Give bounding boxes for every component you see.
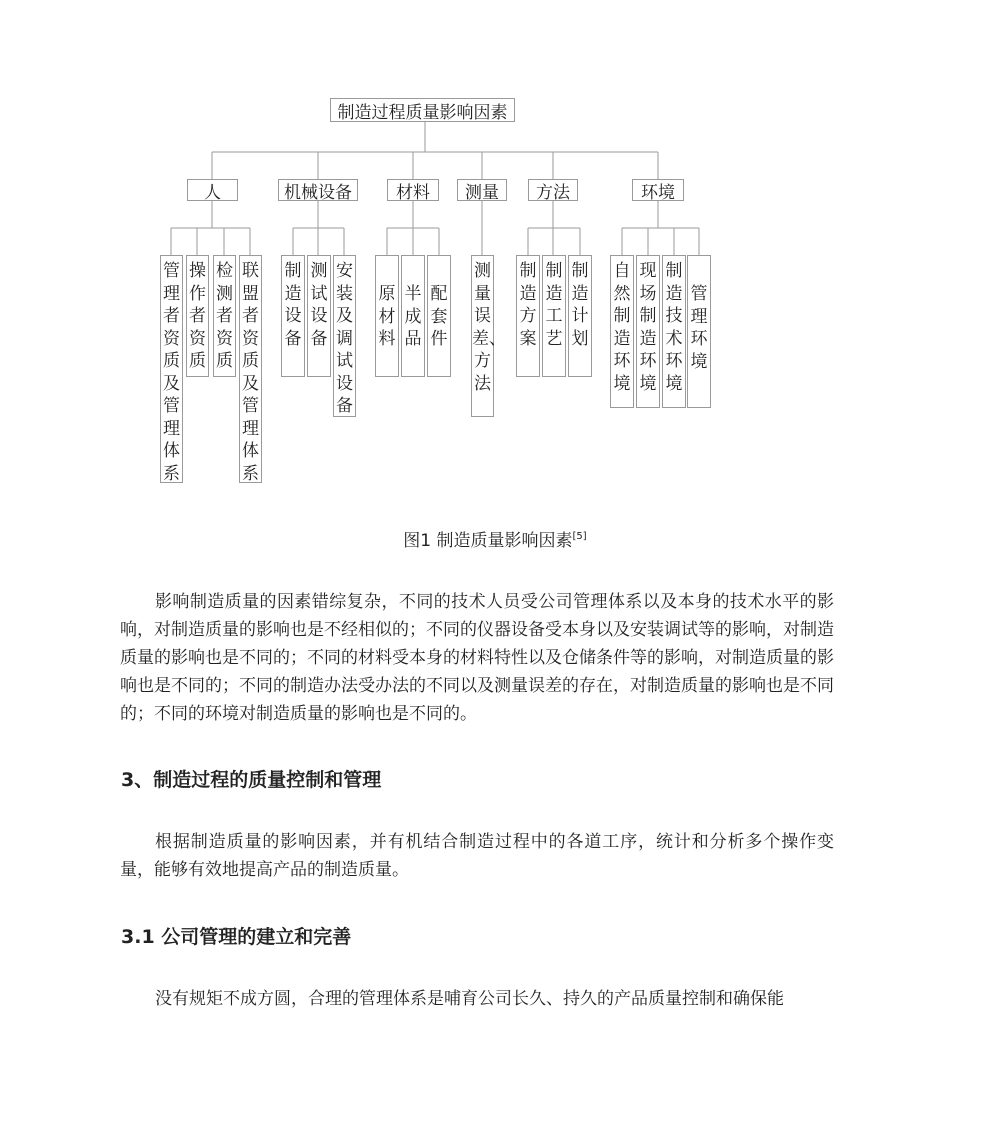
leaf-node: 制造设备 xyxy=(281,255,305,377)
leaf-node: 安装及调试设备 xyxy=(333,255,356,417)
leaf-node: 现场制造环境 xyxy=(636,255,660,408)
subsection-heading: 3.1 公司管理的建立和完善 xyxy=(121,926,352,948)
leaf-node: 配套件 xyxy=(427,255,451,377)
connector-lines xyxy=(0,0,950,500)
leaf-node: 联盟者资质及管理体系 xyxy=(239,255,262,483)
leaf-node: 检测者资质 xyxy=(213,255,236,377)
caption-reference: [5] xyxy=(572,531,587,542)
leaf-node: 测量误差、方法 xyxy=(471,255,494,417)
leaf-node: 制造工艺 xyxy=(542,255,566,377)
category-node-people: 人 xyxy=(187,179,238,201)
leaf-node: 制造技术环境 xyxy=(662,255,686,408)
category-node-environment: 环境 xyxy=(632,179,684,201)
diagram-root-node: 制造过程质量影响因素 xyxy=(330,98,515,122)
leaf-node: 原材料 xyxy=(375,255,399,377)
leaf-node: 半成品 xyxy=(401,255,425,377)
category-node-machinery: 机械设备 xyxy=(278,179,358,201)
leaf-node: 操作者资质 xyxy=(186,255,209,377)
quality-factors-diagram xyxy=(0,0,950,500)
paragraph: 根据制造质量的影响因素，并有机结合制造过程中的各道工序，统计和分析多个操作变量，能够有效地提高产品的制造质量。 xyxy=(120,832,834,880)
leaf-node: 制造计划 xyxy=(568,255,592,377)
figure-caption xyxy=(0,526,990,551)
paragraph: 没有规矩不成方圆，合理的管理体系是哺育公司长久、持久的产品质量控制和确保能 xyxy=(155,989,784,1009)
category-node-measurement: 测量 xyxy=(457,179,507,201)
caption-text: 图1 制造质量影响因素 xyxy=(403,531,573,551)
leaf-node: 制造方案 xyxy=(516,255,540,377)
section-heading: 3、制造过程的质量控制和管理 xyxy=(121,769,382,791)
leaf-node: 自然制造环境 xyxy=(610,255,634,408)
category-node-materials: 材料 xyxy=(387,179,439,201)
paragraph: 影响制造质量的因素错综复杂，不同的技术人员受公司管理体系以及本身的技术水平的影响，对制造质量的影响也是不经相似的；不同的仪器设备受本身以及安装调试等的影响，对制造质量的影响也是不同的；不同的材料受本身的材料特性以及仓储条件等的影响，对制造质量的影响也是不同的；不同的制造办法受办法的不同以及测量误差的存在，对制造质量的影响也是不同的；不同的环境对制造质量的影响也是不同的。 xyxy=(120,592,834,724)
leaf-node: 管理环境 xyxy=(687,255,711,408)
category-node-method: 方法 xyxy=(528,179,578,201)
leaf-node: 管理者资质及管理体系 xyxy=(160,255,183,483)
leaf-node: 测试设备 xyxy=(307,255,331,377)
